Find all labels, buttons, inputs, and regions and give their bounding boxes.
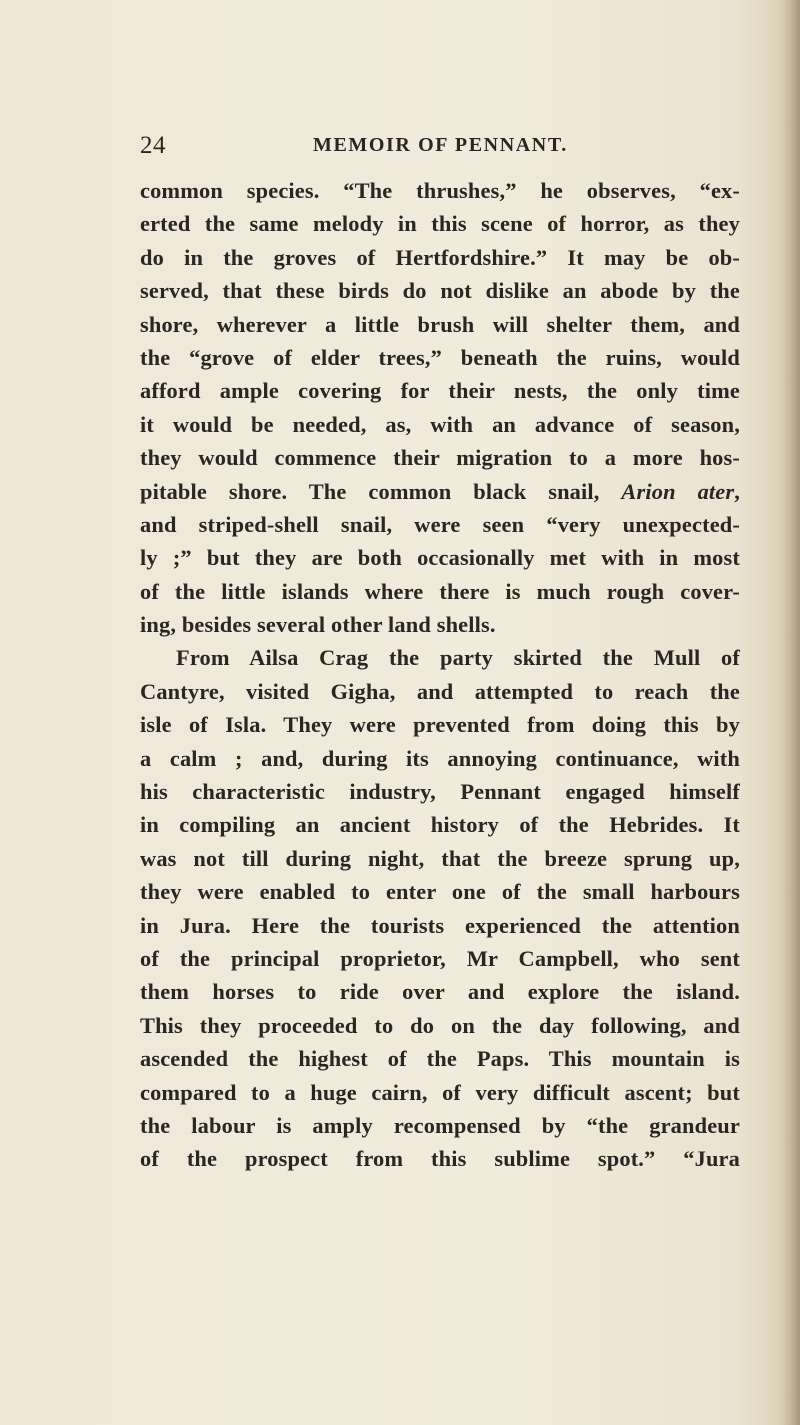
paragraph-start-line: From Ailsa Crag the party skirted the Mull of bbox=[176, 645, 740, 671]
text-line: Cantyre, visited Gigha, and attempted to reach the bbox=[140, 678, 740, 704]
text-line: them horses to ride over and explore the island. bbox=[140, 979, 740, 1005]
text-line: of the principal proprietor, Mr Campbell, who sent bbox=[140, 945, 740, 971]
text-line: afford ample covering for their nests, the only time bbox=[140, 378, 740, 404]
text-line: compared to a huge cairn, of very difficult ascent; but bbox=[140, 1079, 740, 1105]
text-line: shore, wherever a little brush will shelter them, and bbox=[140, 311, 740, 337]
text-line: common species. “The thrushes,” he observes, “ex- bbox=[140, 178, 740, 203]
text-line: in Jura. Here the tourists experienced the attention bbox=[140, 912, 740, 938]
species-name: Arion ater bbox=[621, 478, 735, 504]
page-edge-shadow bbox=[778, 0, 800, 1425]
text-line: they would commence their migration to a more hos- bbox=[140, 445, 740, 471]
text-line: This they proceeded to do on the day following, and bbox=[140, 1012, 740, 1038]
text-line: in compiling an ancient history of the Hebrides. It bbox=[140, 812, 740, 838]
text-line: of the prospect from this sublime spot.” “Jura bbox=[140, 1146, 740, 1172]
text-line: they were enabled to enter one of the small harbours bbox=[140, 879, 740, 905]
body-text bbox=[140, 174, 740, 1176]
text-line: a calm ; and, during its annoying continuance, with bbox=[140, 745, 740, 771]
page-number: 24 bbox=[140, 132, 166, 159]
text-line: do in the groves of Hertfordshire.” It may be ob- bbox=[140, 244, 740, 270]
running-head: MEMOIR OF PENNANT. bbox=[313, 134, 568, 156]
text-line: ly ;” but they are both occasionally met with in most bbox=[140, 545, 740, 571]
text-line: the labour is amply recompensed by “the grandeur bbox=[140, 1112, 740, 1138]
text-line: the “grove of elder trees,” beneath the ruins, would bbox=[140, 344, 740, 370]
text-line: his characteristic industry, Pennant engaged himself bbox=[140, 779, 740, 805]
text-line: of the little islands where there is much rough cover- bbox=[140, 578, 740, 604]
text-line: erted the same melody in this scene of horror, as they bbox=[140, 211, 740, 237]
page-header bbox=[140, 132, 740, 172]
text-line: served, that these birds do not dislike an abode by the bbox=[140, 278, 740, 304]
text-line: and striped-shell snail, were seen “very unexpected- bbox=[140, 511, 740, 537]
text-line: pitable shore. The common black snail, Arion ater, bbox=[140, 478, 740, 504]
text-line: it would be needed, as, with an advance of season, bbox=[140, 411, 740, 437]
text-line: ascended the highest of the Paps. This mountain is bbox=[140, 1046, 740, 1072]
text-line: isle of Isla. They were prevented from doing this by bbox=[140, 712, 740, 738]
text-line: ing, besides several other land shells. bbox=[140, 612, 496, 638]
text-line: was not till during night, that the breeze sprung up, bbox=[140, 845, 740, 871]
